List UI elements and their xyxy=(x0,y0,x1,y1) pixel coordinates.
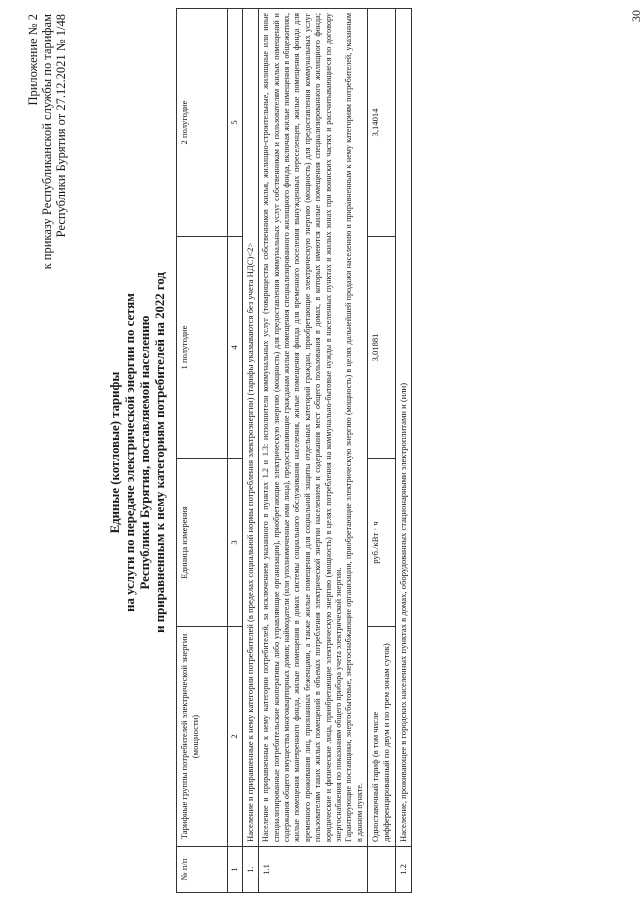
row-number: 1.1 xyxy=(259,847,368,893)
title-line: Республики Бурятия, поставляемой населению xyxy=(138,315,152,590)
col-number: 5 xyxy=(228,9,243,237)
row-text-suppliers: Гарантирующие поставщики, энергосбытовые, энергоснабжающие организации, приобретающие электрическую энергию (мощность) в целях дальнейшей продажи населению и приравненным к нему категориям потребителей, указанным в данном пункте. xyxy=(344,13,364,842)
column-number-row xyxy=(228,9,243,893)
col-header-h1: 1 полугодие xyxy=(177,237,228,459)
table-row xyxy=(243,9,259,893)
document-title xyxy=(108,0,168,905)
appendix-date: Республики Бурятия от 27.12.2021 № 1/48 xyxy=(54,14,68,238)
row-text: Одноставочный тариф (в том числе дифференцированный по двум и по трем зонам суток) xyxy=(368,627,395,847)
table-row xyxy=(259,9,368,893)
col-number: 3 xyxy=(228,459,243,627)
row-text xyxy=(259,9,368,847)
unit-value: руб./кВт · ч xyxy=(368,459,395,627)
col-number: 4 xyxy=(228,237,243,459)
row-number: 1. xyxy=(243,847,259,893)
col-header-unit: Единица измерения xyxy=(177,459,228,627)
table-header-row xyxy=(177,9,228,893)
row-number xyxy=(368,847,395,893)
appendix-order: к приказу Республиканской службы по тарифам xyxy=(40,14,54,270)
page-number: 30 xyxy=(629,10,643,22)
row-number: 1.2 xyxy=(395,847,411,893)
row-text: Население и приравненные к нему категории потребителей (в пределах социальной нормы потребления электроэнергии) (тарифы указываются без учета НДС)<2> xyxy=(243,9,259,847)
col-number: 1 xyxy=(228,847,243,893)
appendix-header xyxy=(26,14,68,269)
title-line: и приравненным к нему категориям потребителей на 2022 год xyxy=(153,272,167,633)
title-line: Единые (котловые) тарифы xyxy=(108,371,122,534)
appendix-number: Приложение № 2 xyxy=(26,14,40,106)
col-header-h2: 2 полугодие xyxy=(177,9,228,237)
row-text-main: Население и приравненные к нему категории потребителей, за исключением указанного в пунктах 1.2 и 1.3: исполнители коммунальных услуг (товарищества собственников жилья, жилищно-строительные, жилищные или иные специализированные потребительские кооперативы либо управляющие организации), приобретающие электрическую энергию (мощность) для предоставления коммунальных услуг собственникам и пользователям жилых помещений и содержания общего имущества многоквартирных домов; наймодатели (или уполномоченные ими лица), предоставляющие гражданам жилые помещения специализированного жилищного фонда, включая жилые помещения в общежитиях, жилые помещения маневренного фонда, жилые помещения в домах системы социального обслуживания населения, жилые помещения фонда для временного поселения вынужденных переселенцев, жилые помещения фонда для временного проживания лиц, признанных беженцами, а также жилые помещения для социальной защиты отдельных категорий граждан, приобретающие электрическую энергию (мощность) для предоставления коммунальных услуг пользователям таких жилых помещений в объемах потребления электрической энергии населением и содержания мест общего пользования в домах, в которых имеются жилые помещения специализированного жилищного фонда; юридические и физические лица, приобретающие электрическую энергию (мощность) в целях потребления на коммунально-бытовые нужды в населенных пунктах и жилых зонах при воинских частях и рассчитывающиеся по договору энергоснабжения по показаниям общего прибора учета электрической энергии. xyxy=(261,13,344,842)
col-header-num: № п/п xyxy=(177,847,228,893)
tariff-table xyxy=(176,8,412,893)
h2-value: 3,14014 xyxy=(368,9,395,237)
col-header-group: Тарифные группы потребителей электрической энергии (мощности) xyxy=(177,627,228,847)
title-line: на услуги по передаче электрической энергии по сетям xyxy=(123,293,137,612)
table-row xyxy=(395,9,411,893)
col-number: 2 xyxy=(228,627,243,847)
row-text: Население, проживающее в городских населенных пунктах в домах, оборудованных стационарными электроплитами и (или) xyxy=(395,9,411,847)
h1-value: 3,01881 xyxy=(368,237,395,459)
table-row xyxy=(368,9,395,893)
